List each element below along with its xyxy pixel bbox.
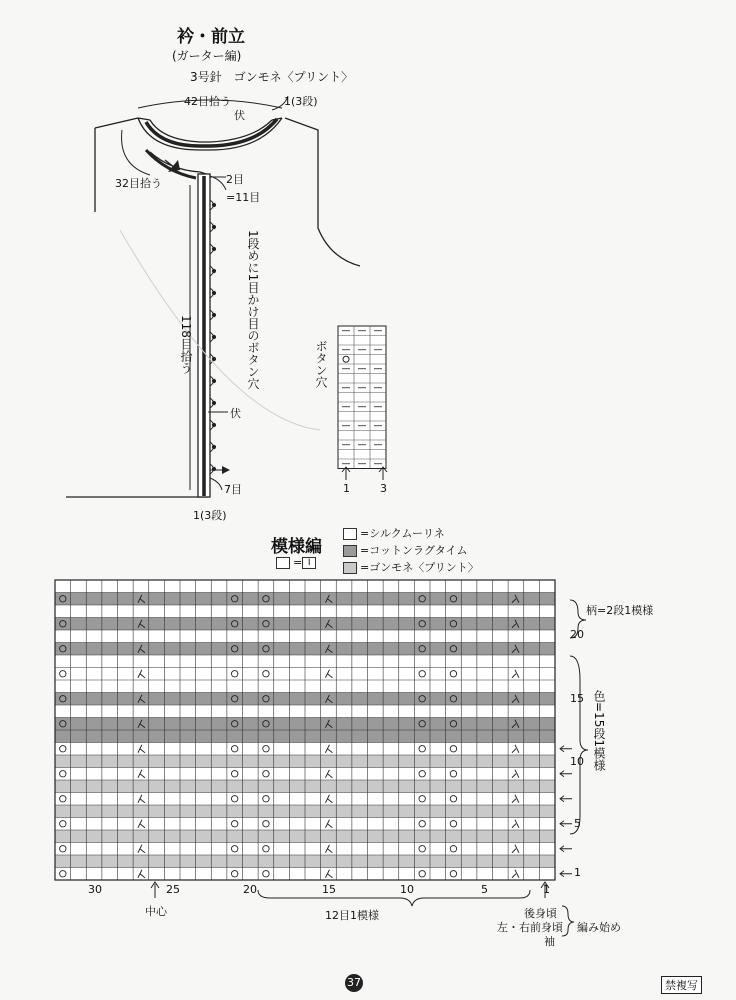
seven-stitches-label: 7目: [224, 483, 242, 496]
row-number-5: 5: [574, 817, 581, 830]
col-number-10: 10: [400, 883, 414, 896]
buttonhole-chart-label: ボタン穴: [314, 340, 328, 388]
rows-top-label: 1(3段): [284, 95, 318, 108]
col-number-20: 20: [243, 883, 257, 896]
row-arrow-icon: [560, 846, 572, 852]
center-label: 中心: [145, 905, 167, 918]
col-number-15: 15: [322, 883, 336, 896]
col-number-25: 25: [166, 883, 180, 896]
color-repeat-note: 色=15段1模様: [592, 690, 606, 771]
copyright-stamp: 禁複写: [661, 976, 702, 994]
legend-silk-label: =シルクムーリネ: [360, 527, 445, 540]
pattern-repeat-note: 柄=2段1模様: [586, 604, 654, 617]
page-number: 37: [345, 974, 363, 992]
bind-off-top-label: 伏: [234, 109, 245, 122]
col-number-5: 5: [481, 883, 488, 896]
row-number-10: 10: [570, 755, 584, 768]
row-arrow-icon: [560, 871, 572, 877]
buttonhole-col-3: 3: [380, 482, 387, 495]
eleven-stitches-label: =11目: [226, 191, 261, 204]
legend-cotton-label: =コットンラグタイム: [360, 544, 468, 557]
two-stitches-label: 2目: [226, 173, 244, 186]
repeat-label: 12目1模様: [325, 909, 379, 922]
neck-pickup-label: 42目拾う: [184, 95, 231, 108]
pattern-title: 模様編: [271, 537, 322, 557]
side-pickup-label: 32目拾う: [115, 177, 162, 190]
purl-symbol-icon: I: [302, 557, 316, 569]
front-pickup-label: 118目拾う: [179, 315, 193, 374]
buttonhole-note: 1段めに1目かけ目のボタン穴: [246, 230, 260, 390]
buttonhole-col-1: 1: [343, 482, 350, 495]
start-note-sleeve: 袖: [544, 935, 555, 948]
rows-bottom-label: 1(3段): [193, 509, 227, 522]
start-note-front: 左・右前身頃: [497, 921, 563, 934]
bind-off-mid-label: 伏: [230, 407, 241, 420]
row-number-15: 15: [570, 692, 584, 705]
row-number-1: 1: [574, 866, 581, 879]
symbol-key-equals: =: [293, 556, 303, 569]
collar-needle-yarn: 3号針 ゴンモネ〈プリント〉: [190, 70, 354, 84]
legend-gonmone-label: =ゴンモネ〈プリント〉: [360, 561, 479, 574]
col-number-1: 1: [543, 883, 550, 896]
col-number-30: 30: [88, 883, 102, 896]
collar-title: 衿・前立: [177, 27, 245, 47]
collar-subtitle: (ガーター編): [172, 49, 242, 63]
start-note-back: 後身頃: [524, 907, 557, 920]
start-label: 編み始め: [577, 921, 621, 934]
row-number-20: 20: [570, 628, 584, 641]
